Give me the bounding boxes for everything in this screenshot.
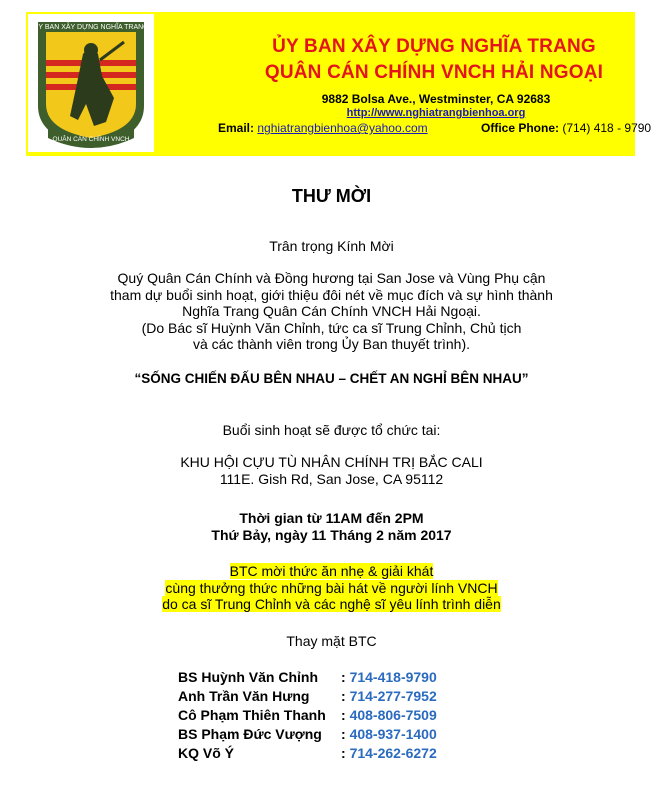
greeting: Trân trọng Kính Mời xyxy=(269,238,394,254)
letterhead xyxy=(26,12,652,156)
cemetery-emblem-logo xyxy=(28,14,154,152)
contact-name: Anh Trần Văn Hưng xyxy=(178,688,310,704)
event-time-block xyxy=(0,510,663,543)
contact-name: BS Phạm Đức Vượng xyxy=(178,726,322,742)
paragraph-line: (Do Bác sĩ Huỳnh Văn Chỉnh, tức ca sĩ Trung Chỉnh, Chủ tịch xyxy=(141,319,522,336)
org-address: 9882 Bolsa Ave., Westminster, CA 92683 xyxy=(321,92,551,106)
logo-text-bottom: QUÂN CÁN CHÍNH VNCH xyxy=(52,136,130,143)
office-phone-row xyxy=(481,121,651,135)
paragraph-line: Quý Quân Cán Chính và Đồng hương tại San Jose và Vùng Phụ cận xyxy=(117,270,546,286)
event-time: Thời gian từ 11AM đến 2PM xyxy=(239,510,424,526)
sign-off: Thay mặt BTC xyxy=(286,633,377,649)
paragraph-line: và các thành viên trong Ủy Ban thuyết trình). xyxy=(192,336,471,352)
letter-title: THƯ MỜI xyxy=(291,186,372,206)
notice-line: do ca sĩ Trung Chỉnh và các nghệ sĩ yêu lính trình diễn xyxy=(162,596,501,612)
highlighted-notice xyxy=(0,563,663,613)
event-date: Thứ Bảy, ngày 11 Tháng 2 năm 2017 xyxy=(211,526,452,543)
org-title-line2: QUÂN CÁN CHÍNH VNCH HẢI NGOẠI xyxy=(264,62,604,83)
venue-address: 111E. Gish Rd, San Jose, CA 95112 xyxy=(219,470,444,487)
slogan: “SỐNG CHIẾN ĐẤU BÊN NHAU – CHẾT AN NGHỈ BÊN NHAU” xyxy=(134,371,529,386)
logo-text-top: ỦY BAN XÂY DỰNG NGHĨA TRANG xyxy=(33,24,149,31)
venue-block xyxy=(0,454,663,487)
office-phone-value: (714) 418 - 9790 xyxy=(562,121,652,135)
contact-phone[interactable]: 714-418-9790 xyxy=(349,669,437,685)
contact-phone[interactable]: 714-277-7952 xyxy=(349,688,437,704)
contact-name: BS Huỳnh Văn Chỉnh xyxy=(178,669,318,685)
contact-phone[interactable]: 408-937-1400 xyxy=(349,726,437,742)
invitation-paragraph xyxy=(0,270,663,353)
office-phone-label: Office Phone: xyxy=(481,121,560,135)
email-label: Email: xyxy=(218,121,255,135)
website-link[interactable]: http://www.nghiatrangbienhoa.org xyxy=(346,107,526,119)
org-title-line1: ỦY BAN XÂY DỰNG NGHĨA TRANG xyxy=(272,36,596,57)
paragraph-line: Nghĩa Trang Quân Cán Chính VNCH Hải Ngoại. xyxy=(182,303,481,319)
contact-name: Cô Phạm Thiên Thanh xyxy=(178,707,326,723)
venue-intro: Buổi sinh hoạt sẽ được tổ chức tai: xyxy=(222,422,441,438)
notice-line: cùng thưởng thức những bài hát về người lính VNCH xyxy=(165,579,498,596)
venue-name: KHU HỘI CỰU TÙ NHÂN CHÍNH TRỊ BẮC CALI xyxy=(180,454,483,470)
email-link[interactable]: nghiatrangbienhoa@yahoo.com xyxy=(257,121,428,135)
contact-name: KQ Võ Ý xyxy=(178,745,235,761)
contact-phone[interactable]: 408-806-7509 xyxy=(349,707,437,723)
notice-line: BTC mời thức ăn nhẹ & giải khát xyxy=(229,563,434,579)
contact-phone[interactable]: 714-262-6272 xyxy=(349,745,437,761)
email-row xyxy=(218,121,428,135)
paragraph-line: tham dự buổi sinh hoạt, giới thiệu đôi nét về mục đích và sự hình thành xyxy=(110,286,553,303)
